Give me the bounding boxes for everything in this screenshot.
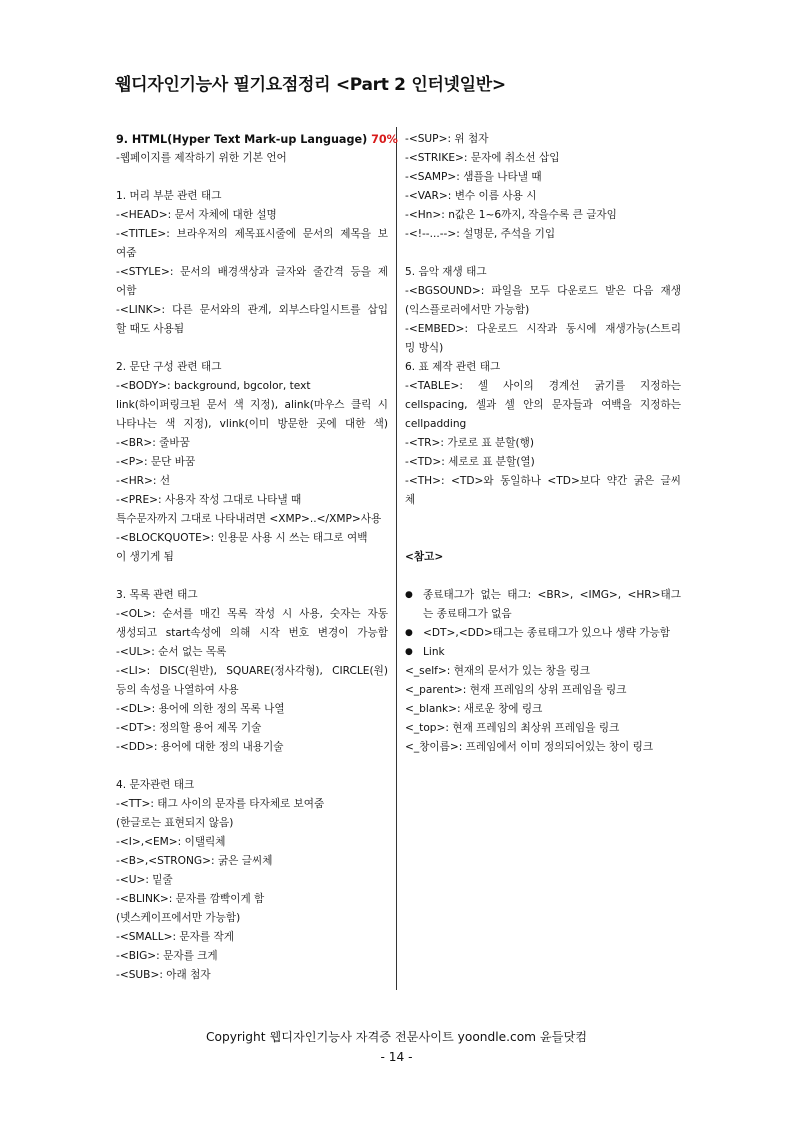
section-title: 4. 문자관련 태크	[116, 779, 195, 791]
bullet-text: 종료태그가 없는 태그: <BR>, <IMG>, <HR>태그	[423, 589, 681, 601]
text-line: -<BLINK>: 문자를 깜빡이게 함	[116, 893, 265, 905]
text-line: -<TITLE>: 브라우저의 제목표시줄에 문서의 제목을 보	[116, 228, 388, 240]
section-heading-text: 9. HTML(Hyper Text Mark-up Language)	[116, 133, 372, 146]
text-line: 나타나는 색 지정), vlink(이미 방문한 곳에 대한 색)	[116, 418, 388, 430]
text-line: -<BIG>: 문자를 크게	[116, 950, 218, 962]
page-number: - 14 -	[380, 1050, 413, 1064]
blank-line	[116, 168, 388, 187]
text-line: -<SMALL>: 문자를 작게	[116, 931, 234, 943]
bullet-text-continued: 는 종료태그가 없음	[423, 608, 512, 620]
column-divider	[396, 127, 397, 990]
note-bullet-item	[405, 586, 681, 624]
blank-line	[116, 339, 388, 358]
text-line: cellspacing, 셀과 셀 안의 문자들과 여백을 지정하는	[405, 399, 681, 411]
bullet-text: Link	[423, 646, 445, 658]
text-line: -<UL>: 순서 없는 목록	[116, 646, 227, 658]
link-target-line: <_창이름>: 프레임에서 이미 정의되어있는 창이 링크	[405, 741, 654, 753]
section-heading-html	[116, 130, 398, 149]
note-heading: <참고>	[405, 551, 444, 563]
bullet-dot-icon: ●	[405, 590, 413, 600]
link-target-line: <_top>: 현재 프레임의 최상위 프레임을 링크	[405, 722, 620, 734]
footer-copyright: Copyright 웹디자인기능사 자격증 전문사이트 yoondle.com 윤들닷컴	[206, 1030, 587, 1044]
text-line: -<BLOCKQUOTE>: 인용문 사용 시 쓰는 태그로 여백	[116, 532, 368, 544]
text-line: -<LINK>: 다른 문서와의 관계, 외부스타일시트를 삽입	[116, 304, 388, 316]
text-line: -<TH>: <TD>와 동일하나 <TD>보다 약간 굵은 글씨	[405, 475, 681, 487]
section-title: 1. 머리 부분 관련 태그	[116, 190, 222, 202]
text-line: -<TR>: 가로로 표 분할(행)	[405, 437, 534, 449]
text-line: -<VAR>: 변수 이름 사용 시	[405, 190, 537, 202]
text-line: -<SAMP>: 샘플을 나타낼 때	[405, 171, 542, 183]
text-line: -<HR>: 선	[116, 475, 171, 487]
section-title: 6. 표 제작 관련 태그	[405, 361, 501, 373]
link-target-line: <_parent>: 현재 프레임의 상위 프레임을 링크	[405, 684, 627, 696]
text-line: -<DD>: 용어에 대한 정의 내용기술	[116, 741, 284, 753]
text-line: (넷스케이프에서만 가능함)	[116, 912, 241, 924]
text-line: -<DT>: 정의할 용어 제목 기술	[116, 722, 262, 734]
section-title: 5. 음악 재생 태그	[405, 266, 487, 278]
text-line: -<Hn>: n값은 1~6까지, 작을수록 큰 글자임	[405, 209, 617, 221]
text-line: 등의 속성을 나열하여 사용	[116, 684, 239, 696]
section-percent: 70%	[371, 133, 398, 146]
right-body	[405, 130, 681, 510]
text-line: 어함	[116, 285, 137, 297]
text-line: -<I>,<EM>: 이탤릭체	[116, 836, 226, 848]
text-line: -<SUB>: 아래 첨자	[116, 969, 211, 981]
link-target-list	[405, 662, 681, 757]
text-line: 특수문자까지 그대로 나타내려면 <XMP>..</XMP>사용	[116, 513, 382, 525]
left-column	[116, 130, 398, 985]
text-line: -웹페이지를 제작하기 위한 기본 언어	[116, 152, 287, 164]
blank-line	[116, 567, 388, 586]
text-line: cellpadding	[405, 418, 467, 430]
text-line: -<OL>: 순서를 매긴 목록 작성 시 사용, 숫자는 자동	[116, 608, 388, 620]
text-line: link(하이퍼링크된 문서 색 지정), alink(마우스 클릭 시	[116, 399, 388, 411]
section-title: 2. 문단 구성 관련 태그	[116, 361, 222, 373]
text-line: 여줌	[116, 247, 137, 259]
text-line: -<SUP>: 위 첨자	[405, 133, 489, 145]
left-body	[116, 149, 388, 985]
text-line: -<B>,<STRONG>: 굵은 글씨체	[116, 855, 273, 867]
text-line: -<!--...-->: 설명문, 주석을 기입	[405, 228, 556, 240]
text-line: (익스플로러에서만 가능함)	[405, 304, 530, 316]
section-title: 3. 목록 관련 태그	[116, 589, 198, 601]
text-line: (한글로는 표현되지 않음)	[116, 817, 234, 829]
text-line: 이 생기게 됨	[116, 551, 174, 563]
text-line: -<DL>: 용어에 의한 정의 목록 나열	[116, 703, 285, 715]
text-line: -<P>: 문단 바꿈	[116, 456, 196, 468]
text-line: -<TD>: 세로로 표 분할(열)	[405, 456, 535, 468]
text-line: -<STRIKE>: 문자에 취소선 삽입	[405, 152, 560, 164]
text-line: 체	[405, 494, 416, 506]
bullet-text: <DT>,<DD>태그는 종료태그가 있으나 생략 가능함	[423, 627, 671, 639]
text-line: -<BGSOUND>: 파일을 모두 다운로드 받은 다음 재생	[405, 285, 681, 297]
text-line: 할 때도 사용됨	[116, 323, 185, 335]
bullet-dot-icon: ●	[405, 647, 413, 657]
bullet-dot-icon: ●	[405, 628, 413, 638]
text-line: -<BODY>: background, bgcolor, text	[116, 380, 311, 392]
text-line: -<STYLE>: 문서의 배경색상과 글자와 줄간격 등을 제	[116, 266, 388, 278]
text-line: -<HEAD>: 문서 자체에 대한 설명	[116, 209, 277, 221]
page-title: 웹디자인기능사 필기요점정리 <Part 2 인터넷일반>	[115, 75, 506, 95]
link-target-line: <_blank>: 새로운 창에 링크	[405, 703, 543, 715]
text-line: -<LI>: DISC(원반), SQUARE(정사각형), CIRCLE(원)	[116, 665, 388, 677]
note-bullet-item	[405, 643, 681, 662]
blank-line	[116, 757, 388, 776]
note-bullet-list	[405, 586, 681, 662]
note-bullet-item	[405, 624, 681, 643]
text-line: 생성되고 start속성에 의해 시작 번호 변경이 가능함	[116, 627, 388, 639]
text-line: -<TT>: 태그 사이의 문자를 타자체로 보여줌	[116, 798, 325, 810]
text-line: 밍 방식)	[405, 342, 444, 354]
text-line: -<BR>: 줄바꿈	[116, 437, 190, 449]
text-line: -<TABLE>: 셀 사이의 경계선 굵기를 지정하는	[405, 380, 681, 392]
text-line: -<EMBED>: 다운로드 시작과 동시에 재생가능(스트리	[405, 323, 681, 335]
text-line: -<PRE>: 사용자 작성 그대로 나타낼 때	[116, 494, 302, 506]
right-column	[405, 130, 681, 757]
blank-line	[405, 244, 681, 263]
text-line: -<U>: 밑줄	[116, 874, 173, 886]
link-target-line: <_self>: 현재의 문서가 있는 창을 링크	[405, 665, 590, 677]
